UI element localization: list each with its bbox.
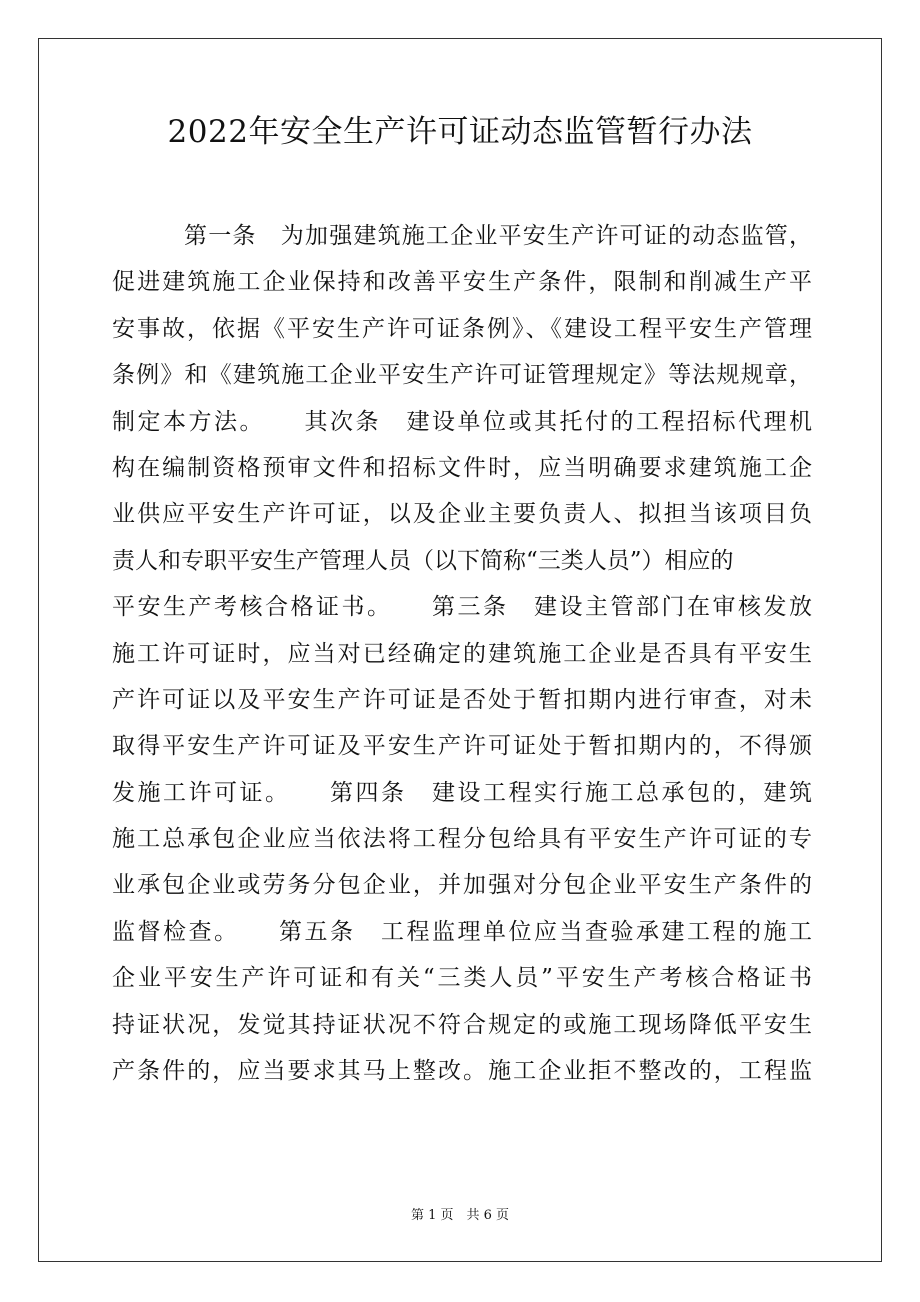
body-line: 制定本方法。 其次条 建设单位或其托付的工程招标代理机 <box>112 408 812 435</box>
body-line: 产条件的，应当要求其马上整改。施工企业拒不整改的，工程监 <box>112 1058 812 1085</box>
body-line: 业承包企业或劳务分包企业，并加强对分包企业平安生产条件的 <box>112 872 812 899</box>
body-line: 业供应平安生产许可证，以及企业主要负责人、拟担当该项目负 <box>112 501 812 528</box>
body-line: 构在编制资格预审文件和招标文件时，应当明确要求建筑施工企 <box>112 454 812 481</box>
body-line: 施工总承包企业应当依法将工程分包给具有平安生产许可证的专 <box>112 826 812 853</box>
body-line: 持证状况，发觉其持证状况不符合规定的或施工现场降低平安生 <box>112 1011 812 1038</box>
body-line: 安事故，依据《平安生产许可证条例》、《建设工程平安生产管理 <box>112 315 812 342</box>
body-line: 责人和专职平安生产管理人员（以下简称“三类人员”）相应的 <box>112 547 734 574</box>
document-body <box>112 213 812 1094</box>
body-line: 发施工许可证。 第四条 建设工程实行施工总承包的，建筑 <box>112 779 812 806</box>
document-title: 2022年安全生产许可证动态监管暂行办法 <box>167 114 753 150</box>
body-line: 企业平安生产许可证和有关“三类人员”平安生产考核合格证书 <box>112 965 812 992</box>
body-line: 促进建筑施工企业保持和改善平安生产条件，限制和削减生产平 <box>112 269 812 296</box>
body-line: 监督检查。 第五条 工程监理单位应当查验承建工程的施工 <box>112 918 812 945</box>
page-number-footer: 第 1 页 共 6 页 <box>410 1208 510 1223</box>
body-line: 第一条 为加强建筑施工企业平安生产许可证的动态监管， <box>184 223 812 249</box>
body-line: 平安生产考核合格证书。 第三条 建设主管部门在审核发放 <box>112 594 812 621</box>
body-line: 施工许可证时，应当对已经确定的建筑施工企业是否具有平安生 <box>112 640 812 667</box>
body-line: 产许可证以及平安生产许可证是否处于暂扣期内进行审查，对未 <box>112 686 812 713</box>
body-line: 取得平安生产许可证及平安生产许可证处于暂扣期内的，不得颁 <box>112 733 812 760</box>
body-line: 条例》和《建筑施工企业平安生产许可证管理规定》等法规规章， <box>112 362 812 389</box>
